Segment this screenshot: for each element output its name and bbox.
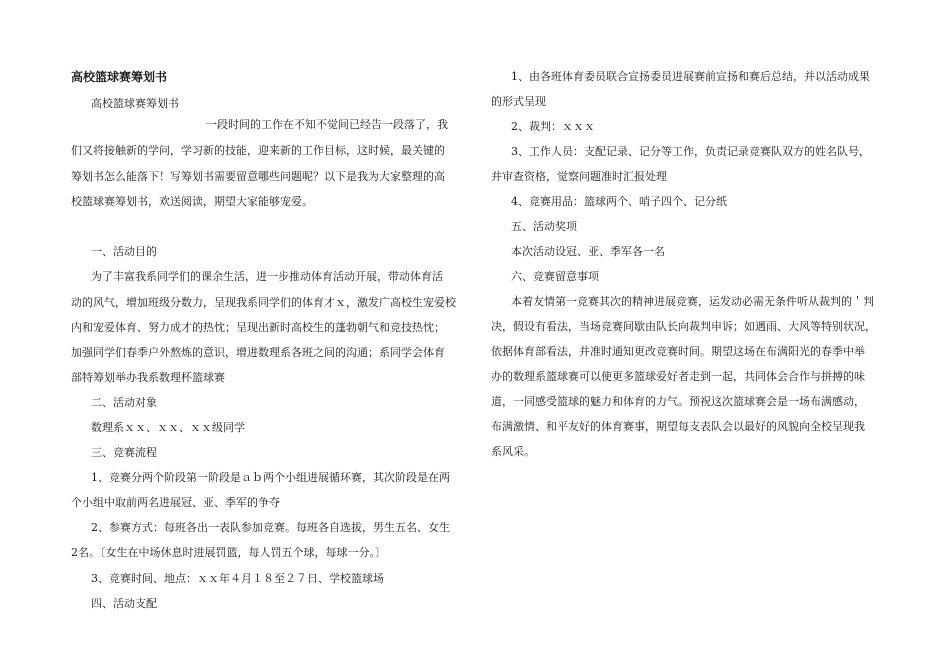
paragraph-line: 的形式呈现 (491, 95, 546, 108)
intro-line: 筹划书怎么能落下！写筹划书需要留意哪些问题呢？以下是我为大家整理的高 (71, 170, 445, 183)
paragraph-line: 为了丰富我系同学们的课余生活，进一步推动体育活动开展，带动体育活 (91, 270, 443, 283)
intro-line: 一段时间的工作在不知不觉间已经告一段落了，我 (206, 118, 448, 131)
intro-line: 们又将接触新的学问，学习新的技能，迎来新的工作目标，这时候，最关键的 (71, 144, 445, 157)
section-heading-arrangement: 四、活动支配 (91, 597, 157, 610)
paragraph-line: 并审查资格，觉察问题准时汇报处理 (491, 170, 667, 183)
paragraph-line: 3、工作人员：支配记录、记分等工作，负责记录竞赛队双方的姓名队号， (511, 145, 870, 158)
paragraph-line: 加强同学们春季户外熬炼的意识，增进数理系各班之间的沟通；系同学会体育 (71, 346, 445, 359)
paragraph-line: 1、竞赛分两个阶段第一阶段是ａｂ两个小组进展循环赛，其次阶段是在两 (91, 471, 450, 484)
section-heading-purpose: 一、活动目的 (91, 245, 157, 258)
paragraph-line: 办的数理系篮球赛可以使更多篮球爱好者走到一起，共同体会合作与拼搏的味 (491, 370, 865, 383)
paragraph-line: 布满激情、和平友好的体育赛事，期望每支表队会以最好的风貌向全校呈现我 (491, 420, 865, 433)
paragraph-line: 个小组中取前两名进展冠、亚、季军的争夺 (71, 496, 280, 509)
paragraph-line: 1、由各班体育委员联合宣扬委员进展赛前宣扬和赛后总结，并以活动成果 (511, 70, 870, 83)
document-title: 高校篮球赛筹划书 (71, 70, 168, 84)
paragraph-line: 2名。〔女生在中场休息时进展罚篮，每人罚五个球，每球一分。〕 (71, 546, 386, 559)
paragraph-line: 决，假设有看法，当场竞赛间歇由队长向裁判申诉；如遇雨、大风等特别状况， (491, 320, 876, 333)
paragraph-line: 数理系ｘｘ、ｘｘ、ｘｘ级同学 (91, 421, 245, 434)
paragraph-line: 4、竞赛用品：篮球两个、哨子四个、记分纸 (511, 195, 727, 208)
paragraph-line: 2、裁判：ｘｘｘ (511, 120, 595, 133)
section-heading-notes: 六、竞赛留意事项 (511, 270, 599, 283)
paragraph-line: 依据体育部看法，并准时通知更改竞赛时间。期望这场在布满阳光的春季中举 (491, 345, 865, 358)
intro-line: 校篮球赛筹划书，欢送阅读，期望大家能够宠爱。 (71, 195, 313, 208)
paragraph-line: 系风采。 (491, 445, 535, 458)
paragraph-line: 本着友情第一竞赛其次的精神进展竞赛，运发动必需无条件听从裁判的＇判 (511, 295, 874, 308)
paragraph-line: 3、竞赛时间、地点：ｘｘ年４月１８至２７日、学校篮球场 (91, 572, 384, 585)
paragraph-line: 本次活动设冠、亚、季军各一名 (511, 245, 665, 258)
paragraph-line: 内和宠爱体育、努力成才的热忱；呈现出新时高校生的蓬勃朝气和竞技热忱； (71, 321, 445, 334)
section-heading-participants: 二、活动对象 (91, 396, 157, 409)
paragraph-line: 部特筹划举办我系数理杯篮球赛 (71, 371, 225, 384)
section-heading-process: 三、竞赛流程 (91, 446, 157, 459)
paragraph-line: 动的风气，增加班级分数力，呈现我系同学们的体育才ｘ，激发广高校生宠爱校 (71, 296, 456, 309)
document-subtitle: 高校篮球赛筹划书 (91, 97, 179, 110)
paragraph-line: 道，一同感受篮球的魅力和体育的力气。预祝这次篮球赛会是一场布满感动， (491, 395, 865, 408)
section-heading-awards: 五、活动奖项 (511, 220, 577, 233)
paragraph-line: 2、参赛方式：每班各出一表队参加竞赛。每班各自选拔，男生五名、女生 (91, 521, 450, 534)
